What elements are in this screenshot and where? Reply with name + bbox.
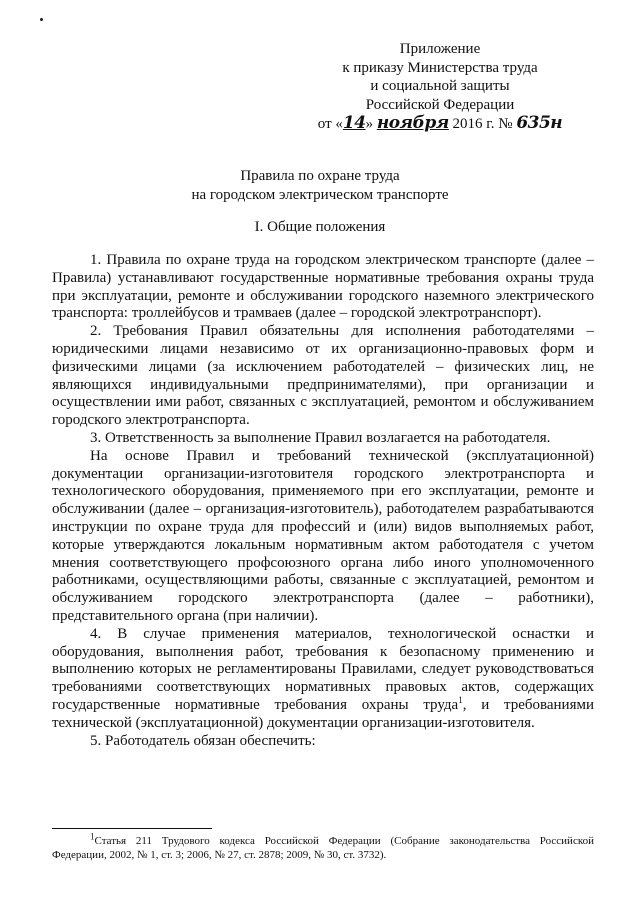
- title-line-2: на городском электрическом транспорте: [191, 187, 449, 203]
- date-prefix: от «: [317, 116, 343, 132]
- paragraph-5: 5. Работодатель обязан обеспечить:: [90, 732, 316, 749]
- paragraph-3: 3. Ответственность за выполнение Правил возлагается на работодателя.: [90, 429, 551, 446]
- order-month: ноября: [376, 113, 449, 133]
- document-title: [120, 167, 520, 205]
- footnote: [52, 831, 594, 862]
- date-mid: »: [365, 116, 377, 132]
- order-day: 14: [342, 113, 366, 133]
- paragraph-2: 2. Требования Правил обязательны для исполнения работодателями – юридическими лицами независимо от их организационно-правовых форм и физическими лицами (за исключением работодателей – физических лиц, не являющихся индивидуальными предпринимателями), при организации и осуществлении ими работ, связанных с эксплуатацией, ремонтом и обслуживанием городского электротранспорта.: [52, 323, 594, 429]
- order-number: 635н: [516, 113, 563, 133]
- appendix-line-2: к приказу Министерства труда: [342, 59, 538, 76]
- footnote-mark: 1: [90, 831, 95, 842]
- appendix-line-3: и социальной защиты: [370, 78, 510, 94]
- footnote-reference[interactable]: 1: [458, 694, 463, 705]
- footnote-divider: [52, 828, 212, 829]
- paragraph-4-text-after: , и требованиями технической (эксплуатационной) документации организации-изготовителя.: [52, 696, 594, 731]
- scan-speck: [40, 18, 43, 21]
- appendix-line-1: Приложение: [399, 41, 481, 57]
- appendix-header: [290, 40, 590, 134]
- document-body: [52, 252, 594, 750]
- footnote-text: Статья 211 Трудового кодекса Российской Федерации (Собрание законодательства Российской Федерации, 2002, № 1, ст. 3; 2006, № 27, ст. 2878; 2009, № 30, ст. 3732).: [52, 835, 594, 861]
- title-line-1: Правила по охране труда: [240, 168, 400, 184]
- section-heading: I. Общие положения: [254, 219, 386, 235]
- paragraph-1: 1. Правила по охране труда на городском электрическом транспорте (далее – Правила) устанавливают государственные нормативные требования охраны труда при эксплуатации, ремонте и обслуживании городского наземного электрического транспорта: троллейбусов и трамваев (далее – городской электротранспорт).: [52, 252, 594, 322]
- order-year: 2016 г. №: [448, 116, 517, 132]
- paragraph-3-continued: На основе Правил и требований технической (эксплуатационной) документации организации-изготовителя городского электротранспорта и технологического оборудования, применяемого при его эксплуатации, ремонте и обслуживании (далее – организация-изготовитель), работодателем разрабатываются инструкции по охране труда для профессий и (или) видов выполняемых работ, которые утверждаются локальным нормативным актом работодателя с учетом мнения соответствующего профсоюзного органа либо иного уполномоченного работниками, осуществляющими работы, связанные с эксплуатацией, ремонтом и обслуживанием городского электротранспорта (далее – работники), представительного органа (при наличии).: [52, 447, 594, 624]
- paragraph-4-text-before: 4. В случае применения материалов, технологической оснастки и оборудования, выполнения работ, требования к безопасному применению и выполнению которых не регламентированы Правилами, следует руководствоваться требованиями соответствующих нормативных правовых актов, содержащих государственные нормативные требования охраны труда: [52, 625, 594, 713]
- appendix-line-4: Российской Федерации: [365, 96, 515, 113]
- order-date-line: [290, 114, 590, 134]
- paragraph-4: [52, 626, 594, 733]
